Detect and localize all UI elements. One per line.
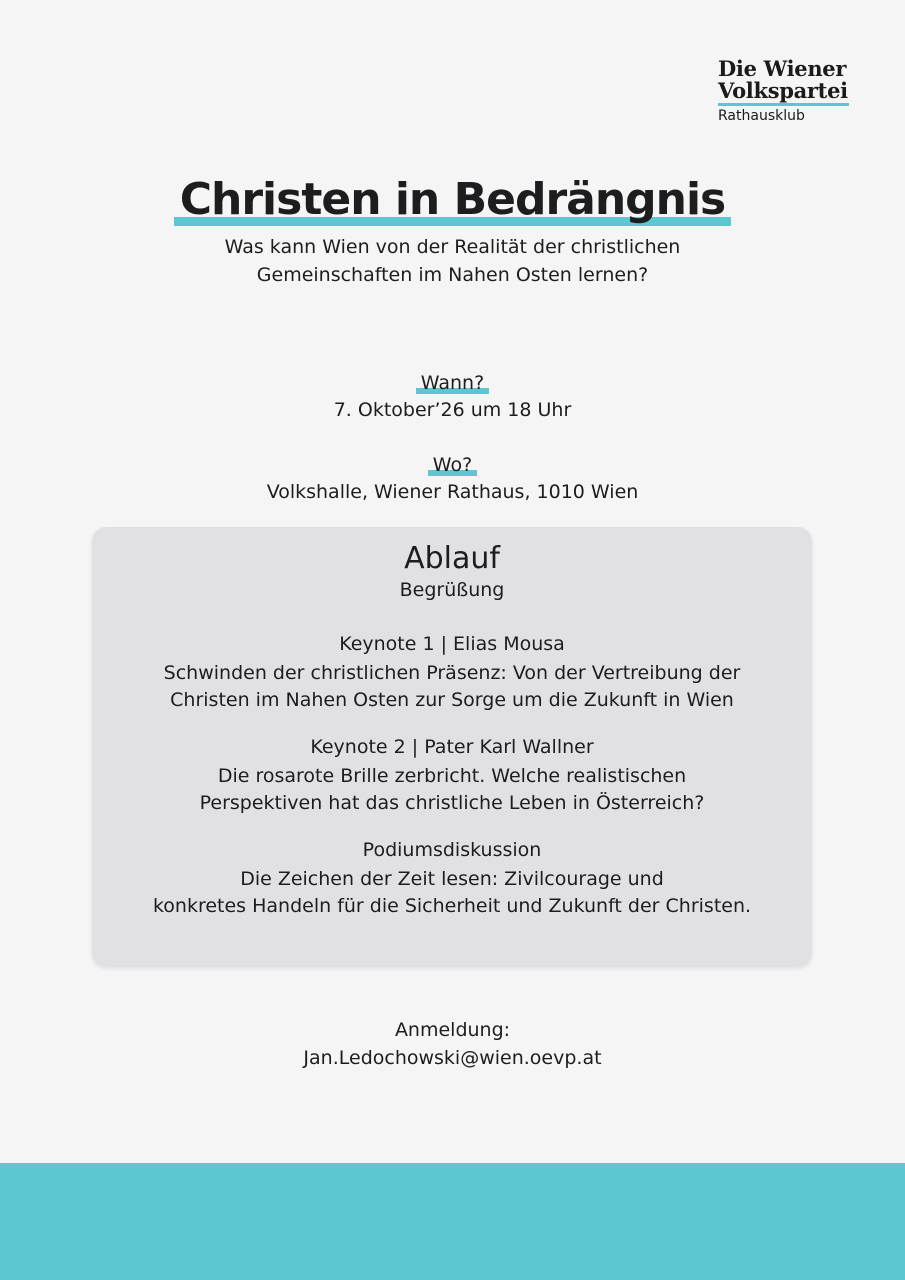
subtitle-line-1: Was kann Wien von der Realität der christlichen bbox=[224, 236, 681, 258]
agenda-item-keynote-2 bbox=[92, 733, 812, 817]
title-container bbox=[0, 172, 905, 228]
agenda-item-head: Keynote 1 | Elias Mousa bbox=[339, 633, 565, 655]
agenda-item-desc bbox=[92, 866, 812, 920]
party-logo bbox=[718, 58, 849, 124]
agenda-title: Ablauf bbox=[404, 541, 500, 576]
agenda-panel bbox=[92, 527, 812, 967]
page-title: Christen in Bedrängnis bbox=[174, 172, 732, 228]
registration-label: Anmeldung: bbox=[394, 1019, 511, 1041]
logo-line-1: Die Wiener bbox=[718, 56, 847, 81]
registration-email[interactable]: Jan.Ledochowski@wien.oevp.at bbox=[303, 1047, 602, 1069]
where-section bbox=[0, 452, 905, 506]
footer-band bbox=[0, 1163, 905, 1280]
logo-underline bbox=[718, 103, 849, 106]
agenda-item-desc-line-1: Schwinden der christlichen Präsenz: Von der Vertreibung der bbox=[163, 662, 741, 684]
agenda-item-desc bbox=[92, 763, 812, 817]
agenda-item-panel-discussion bbox=[92, 836, 812, 920]
agenda-item-head: Keynote 2 | Pater Karl Wallner bbox=[310, 736, 594, 758]
logo-line-3: Rathausklub bbox=[718, 108, 805, 124]
agenda-item-desc-line-2: Christen im Nahen Osten zur Sorge um die Zukunft in Wien bbox=[170, 689, 734, 711]
when-label: Wann? bbox=[416, 370, 489, 397]
logo-line-2: Volkspartei bbox=[718, 78, 848, 103]
where-value: Volkshalle, Wiener Rathaus, 1010 Wien bbox=[266, 481, 639, 503]
subtitle-line-2: Gemeinschaften im Nahen Osten lernen? bbox=[256, 264, 649, 286]
when-section bbox=[0, 370, 905, 424]
when-value: 7. Oktober’26 um 18 Uhr bbox=[333, 399, 572, 421]
agenda-item-desc-line-1: Die rosarote Brille zerbricht. Welche realistischen bbox=[217, 765, 687, 787]
subtitle bbox=[0, 233, 905, 289]
agenda-item-desc-line-2: konkretes Handeln für die Sicherheit und Zukunft der Christen. bbox=[152, 895, 752, 917]
where-label: Wo? bbox=[428, 452, 477, 479]
agenda-item-desc bbox=[92, 660, 812, 714]
agenda-welcome: Begrüßung bbox=[399, 579, 505, 601]
registration-section bbox=[0, 1016, 905, 1072]
agenda-item-desc-line-2: Perspektiven hat das christliche Leben in Österreich? bbox=[199, 792, 705, 814]
agenda-item-desc-line-1: Die Zeichen der Zeit lesen: Zivilcourage und bbox=[240, 868, 664, 890]
agenda-item-keynote-1 bbox=[92, 630, 812, 714]
agenda-item-head: Podiumsdiskussion bbox=[362, 839, 542, 861]
